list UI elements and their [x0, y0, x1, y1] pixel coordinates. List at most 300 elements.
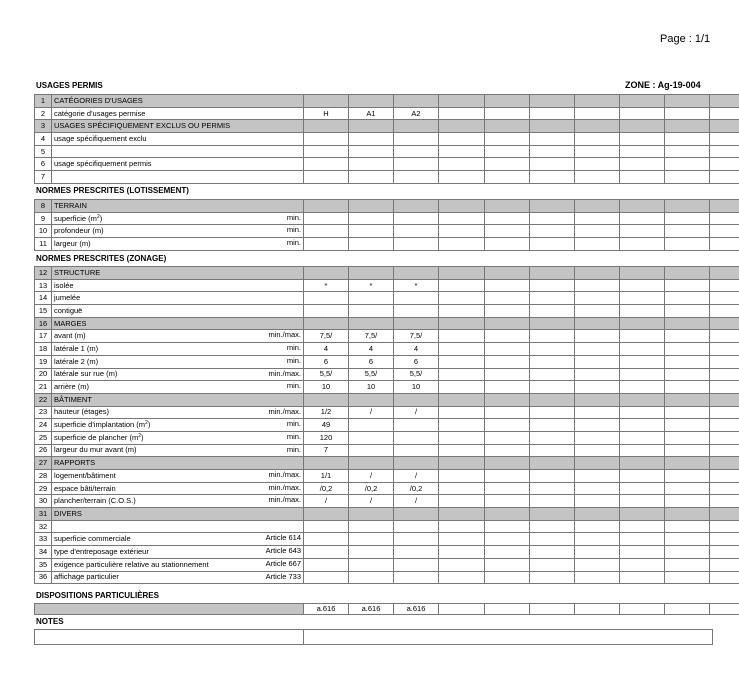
table-row — [35, 317, 739, 330]
row-label-cell — [52, 533, 304, 546]
value-cell — [620, 145, 665, 158]
row-label-cell — [52, 571, 304, 584]
zonage-table — [34, 266, 739, 584]
table-row — [35, 431, 739, 444]
row-label-cell — [52, 495, 304, 508]
value-cell — [575, 431, 620, 444]
value-cell — [665, 482, 710, 495]
row-label-cell — [52, 558, 304, 571]
table-row — [35, 200, 739, 213]
value-cell — [304, 571, 349, 584]
value-cell: / — [349, 470, 394, 483]
value-cell — [485, 158, 530, 171]
row-label-cell — [52, 406, 304, 419]
value-cell — [394, 145, 439, 158]
row-label: superficie commerciale — [54, 534, 131, 544]
value-cell — [530, 317, 575, 330]
value-cell — [710, 444, 739, 457]
value-cell — [349, 200, 394, 213]
row-number: 6 — [35, 158, 52, 171]
value-cell — [439, 238, 485, 251]
zone-label: ZONE : Ag-19-004 — [625, 80, 701, 90]
row-label-end: ) — [141, 432, 144, 442]
value-cell — [620, 520, 665, 533]
value-cell — [575, 305, 620, 318]
value-cell — [349, 267, 394, 280]
row-unit: Article 643 — [265, 546, 301, 556]
value-cell — [394, 571, 439, 584]
dispositions-value — [665, 604, 710, 615]
value-cell — [349, 95, 394, 108]
value-cell — [304, 212, 349, 225]
value-cell — [710, 330, 739, 343]
value-cell — [665, 305, 710, 318]
value-cell — [349, 520, 394, 533]
value-cell — [485, 355, 530, 368]
value-cell — [394, 95, 439, 108]
table-row — [35, 604, 739, 615]
value-cell — [530, 558, 575, 571]
row-label-cell — [52, 95, 304, 108]
value-cell — [575, 107, 620, 120]
value-cell — [575, 558, 620, 571]
value-cell — [349, 158, 394, 171]
value-cell — [349, 145, 394, 158]
row-label-cell — [52, 107, 304, 120]
value-cell — [349, 238, 394, 251]
value-cell — [394, 533, 439, 546]
value-cell — [394, 133, 439, 146]
value-cell — [710, 120, 739, 133]
row-label-cell — [52, 470, 304, 483]
value-cell — [710, 482, 739, 495]
value-cell — [485, 508, 530, 521]
value-cell — [575, 238, 620, 251]
value-cell — [394, 212, 439, 225]
row-unit: min. — [286, 238, 301, 248]
value-cell — [349, 305, 394, 318]
value-cell — [485, 279, 530, 292]
row-label-cell — [52, 305, 304, 318]
value-cell — [530, 330, 575, 343]
value-cell — [439, 571, 485, 584]
section-usages-title: USAGES PERMIS — [36, 81, 103, 90]
value-cell — [485, 200, 530, 213]
value-cell — [665, 368, 710, 381]
value-cell: / — [394, 495, 439, 508]
value-cell — [575, 317, 620, 330]
row-label-cell — [52, 267, 304, 280]
value-cell — [394, 520, 439, 533]
value-cell — [349, 546, 394, 559]
value-cell — [439, 419, 485, 432]
row-label-cell — [52, 225, 304, 238]
table-row — [35, 520, 739, 533]
value-cell — [485, 368, 530, 381]
value-cell — [439, 495, 485, 508]
value-cell — [710, 171, 739, 184]
value-cell — [575, 444, 620, 457]
row-label-cell — [52, 145, 304, 158]
value-cell — [665, 200, 710, 213]
value-cell — [394, 457, 439, 470]
row-number: 34 — [35, 546, 52, 559]
value-cell — [485, 546, 530, 559]
value-cell — [304, 145, 349, 158]
table-row — [35, 267, 739, 280]
table-row — [35, 279, 739, 292]
row-number: 28 — [35, 470, 52, 483]
row-unit: min. — [286, 225, 301, 235]
value-cell — [620, 171, 665, 184]
value-cell — [710, 431, 739, 444]
value-cell — [710, 343, 739, 356]
value-cell — [665, 95, 710, 108]
value-cell — [620, 279, 665, 292]
value-cell — [530, 381, 575, 394]
value-cell — [304, 120, 349, 133]
value-cell — [530, 133, 575, 146]
value-cell — [575, 145, 620, 158]
row-number: 14 — [35, 292, 52, 305]
row-number: 9 — [35, 212, 52, 225]
value-cell — [530, 571, 575, 584]
value-cell — [530, 305, 575, 318]
value-cell — [439, 200, 485, 213]
value-cell: 5,5/ — [394, 368, 439, 381]
value-cell: 7,5/ — [349, 330, 394, 343]
value-cell — [665, 158, 710, 171]
value-cell — [485, 381, 530, 394]
value-cell — [710, 419, 739, 432]
row-label-cell — [52, 546, 304, 559]
row-unit: min./max. — [268, 470, 301, 479]
value-cell — [439, 533, 485, 546]
value-cell — [665, 546, 710, 559]
value-cell — [530, 482, 575, 495]
value-cell: 6 — [394, 355, 439, 368]
row-label: profondeur (m) — [54, 226, 104, 236]
row-unit: min. — [286, 444, 301, 454]
value-cell — [304, 457, 349, 470]
row-unit: Article 667 — [265, 558, 301, 568]
value-cell — [665, 330, 710, 343]
value-cell — [439, 546, 485, 559]
row-number: 11 — [35, 238, 52, 251]
value-cell: 7,5/ — [304, 330, 349, 343]
value-cell — [439, 279, 485, 292]
row-label-cell — [52, 444, 304, 457]
row-label-end: ) — [147, 420, 151, 430]
value-cell — [485, 225, 530, 238]
value-cell: 49 — [304, 419, 349, 432]
value-cell — [575, 495, 620, 508]
table-row — [35, 171, 739, 184]
value-cell: 4 — [349, 343, 394, 356]
value-cell — [485, 482, 530, 495]
row-unit: min./max. — [268, 368, 301, 378]
row-label-cell — [52, 279, 304, 292]
value-cell — [394, 431, 439, 444]
value-cell — [530, 444, 575, 457]
row-label: logement/bâtiment — [54, 470, 116, 480]
value-cell — [710, 368, 739, 381]
value-cell — [439, 520, 485, 533]
value-cell — [439, 508, 485, 521]
value-cell — [620, 457, 665, 470]
value-cell — [394, 558, 439, 571]
row-number: 16 — [35, 317, 52, 330]
row-label: affichage particulier — [54, 572, 119, 582]
value-cell — [665, 171, 710, 184]
value-cell — [665, 470, 710, 483]
value-cell — [665, 571, 710, 584]
table-row — [35, 305, 739, 318]
value-cell — [710, 200, 739, 213]
value-cell — [304, 158, 349, 171]
row-label: exigence particulière relative au stationnement — [54, 559, 209, 569]
table-row — [35, 133, 739, 146]
row-label-cell — [52, 482, 304, 495]
value-cell — [304, 171, 349, 184]
row-label-cell — [52, 200, 304, 213]
value-cell — [304, 200, 349, 213]
value-cell: A2 — [394, 107, 439, 120]
row-label: type d'entreposage extérieur — [54, 546, 149, 556]
value-cell — [575, 158, 620, 171]
value-cell — [530, 393, 575, 406]
value-cell — [575, 330, 620, 343]
value-cell — [530, 158, 575, 171]
value-cell: / — [394, 470, 439, 483]
superscript: 2 — [96, 213, 100, 220]
value-cell — [620, 133, 665, 146]
value-cell — [575, 200, 620, 213]
table-row — [35, 343, 739, 356]
row-label: jumelée — [54, 293, 81, 303]
value-cell — [620, 120, 665, 133]
value-cell — [304, 292, 349, 305]
row-label: CATÉGORIES D'USAGES — [54, 95, 143, 105]
value-cell — [575, 212, 620, 225]
value-cell — [710, 267, 739, 280]
row-number: 12 — [35, 267, 52, 280]
value-cell — [620, 238, 665, 251]
value-cell — [620, 393, 665, 406]
value-cell — [439, 393, 485, 406]
value-cell: 1/2 — [304, 406, 349, 419]
value-cell — [394, 393, 439, 406]
row-unit: Article 614 — [265, 533, 301, 543]
value-cell — [710, 225, 739, 238]
dispositions-value: a.616 — [394, 604, 439, 615]
value-cell — [349, 457, 394, 470]
value-cell — [349, 292, 394, 305]
section-dispositions-title: DISPOSITIONS PARTICULIÈRES — [36, 591, 159, 600]
row-number: 5 — [35, 145, 52, 158]
value-cell: 6 — [304, 355, 349, 368]
value-cell — [530, 406, 575, 419]
superscript: 2 — [138, 432, 141, 439]
table-row — [35, 406, 739, 419]
value-cell — [710, 495, 739, 508]
value-cell: 7 — [304, 444, 349, 457]
value-cell — [394, 267, 439, 280]
row-number: 7 — [35, 171, 52, 184]
value-cell — [530, 225, 575, 238]
value-cell — [665, 508, 710, 521]
value-cell — [439, 317, 485, 330]
value-cell — [620, 406, 665, 419]
row-number: 19 — [35, 355, 52, 368]
row-label: largeur (m) — [54, 238, 91, 248]
value-cell — [485, 406, 530, 419]
row-label-cell — [52, 393, 304, 406]
table-row — [35, 212, 739, 225]
value-cell — [620, 107, 665, 120]
value-cell — [349, 431, 394, 444]
value-cell — [485, 431, 530, 444]
value-cell — [530, 279, 575, 292]
value-cell — [710, 520, 739, 533]
row-unit: min./max. — [268, 482, 301, 492]
value-cell — [575, 225, 620, 238]
value-cell — [485, 444, 530, 457]
row-number: 26 — [35, 444, 52, 457]
row-label-cell — [52, 120, 304, 133]
value-cell — [665, 444, 710, 457]
value-cell — [439, 368, 485, 381]
row-label: STRUCTURE — [54, 267, 101, 277]
value-cell: /0,2 — [394, 482, 439, 495]
row-label: catégorie d'usages permise — [54, 108, 146, 118]
value-cell: A1 — [349, 107, 394, 120]
value-cell — [665, 238, 710, 251]
value-cell — [439, 330, 485, 343]
value-cell — [530, 200, 575, 213]
value-cell — [394, 305, 439, 318]
value-cell: / — [349, 406, 394, 419]
value-cell — [575, 482, 620, 495]
value-cell — [710, 133, 739, 146]
value-cell — [575, 171, 620, 184]
table-row — [35, 330, 739, 343]
row-number: 18 — [35, 343, 52, 356]
value-cell — [485, 145, 530, 158]
value-cell — [575, 381, 620, 394]
value-cell — [620, 444, 665, 457]
value-cell — [439, 381, 485, 394]
row-label-cell — [52, 171, 304, 184]
value-cell — [710, 279, 739, 292]
row-number: 31 — [35, 508, 52, 521]
table-row — [35, 95, 739, 108]
value-cell: 7,5/ — [394, 330, 439, 343]
value-cell — [620, 292, 665, 305]
row-label: latérale sur rue (m) — [54, 369, 118, 379]
value-cell — [620, 225, 665, 238]
value-cell — [575, 520, 620, 533]
value-cell — [710, 292, 739, 305]
value-cell — [349, 419, 394, 432]
notes-cell — [35, 630, 304, 645]
value-cell — [304, 546, 349, 559]
value-cell — [485, 393, 530, 406]
value-cell — [575, 292, 620, 305]
row-number: 27 — [35, 457, 52, 470]
value-cell — [530, 238, 575, 251]
value-cell: 4 — [394, 343, 439, 356]
value-cell — [530, 457, 575, 470]
value-cell — [439, 212, 485, 225]
value-cell — [394, 171, 439, 184]
value-cell — [530, 343, 575, 356]
value-cell — [394, 120, 439, 133]
row-number: 29 — [35, 482, 52, 495]
value-cell — [485, 520, 530, 533]
value-cell — [710, 457, 739, 470]
row-number: 10 — [35, 225, 52, 238]
value-cell: 1/1 — [304, 470, 349, 483]
value-cell: / — [394, 406, 439, 419]
value-cell: 5,5/ — [304, 368, 349, 381]
row-number: 30 — [35, 495, 52, 508]
value-cell — [485, 212, 530, 225]
row-number: 35 — [35, 558, 52, 571]
value-cell — [304, 393, 349, 406]
row-unit: min./max. — [268, 406, 301, 416]
table-row — [35, 630, 713, 645]
row-label: USAGES SPÉCIFIQUEMENT EXCLUS OU PERMIS — [54, 121, 231, 131]
row-label: arrière (m) — [54, 382, 89, 392]
value-cell — [575, 133, 620, 146]
table-row — [35, 444, 739, 457]
row-label-cell — [52, 292, 304, 305]
value-cell — [575, 355, 620, 368]
dispositions-value — [620, 604, 665, 615]
value-cell — [349, 120, 394, 133]
value-cell: H — [304, 107, 349, 120]
value-cell — [665, 419, 710, 432]
value-cell — [575, 406, 620, 419]
row-label-cell — [52, 238, 304, 251]
value-cell — [439, 107, 485, 120]
row-unit: min. — [286, 343, 301, 353]
value-cell — [530, 95, 575, 108]
value-cell — [439, 431, 485, 444]
row-unit: min. — [286, 212, 301, 222]
usages-table — [34, 94, 739, 184]
row-number: 2 — [35, 107, 52, 120]
notes-table — [34, 629, 713, 645]
value-cell — [665, 558, 710, 571]
value-cell: 6 — [349, 355, 394, 368]
value-cell — [485, 457, 530, 470]
value-cell — [710, 95, 739, 108]
value-cell — [620, 533, 665, 546]
value-cell — [530, 546, 575, 559]
row-label-cell — [52, 133, 304, 146]
value-cell — [349, 171, 394, 184]
row-label-cell — [52, 419, 304, 432]
value-cell — [575, 457, 620, 470]
dispositions-value — [530, 604, 575, 615]
value-cell — [665, 120, 710, 133]
value-cell — [304, 225, 349, 238]
row-number: 8 — [35, 200, 52, 213]
value-cell — [575, 571, 620, 584]
value-cell — [485, 330, 530, 343]
